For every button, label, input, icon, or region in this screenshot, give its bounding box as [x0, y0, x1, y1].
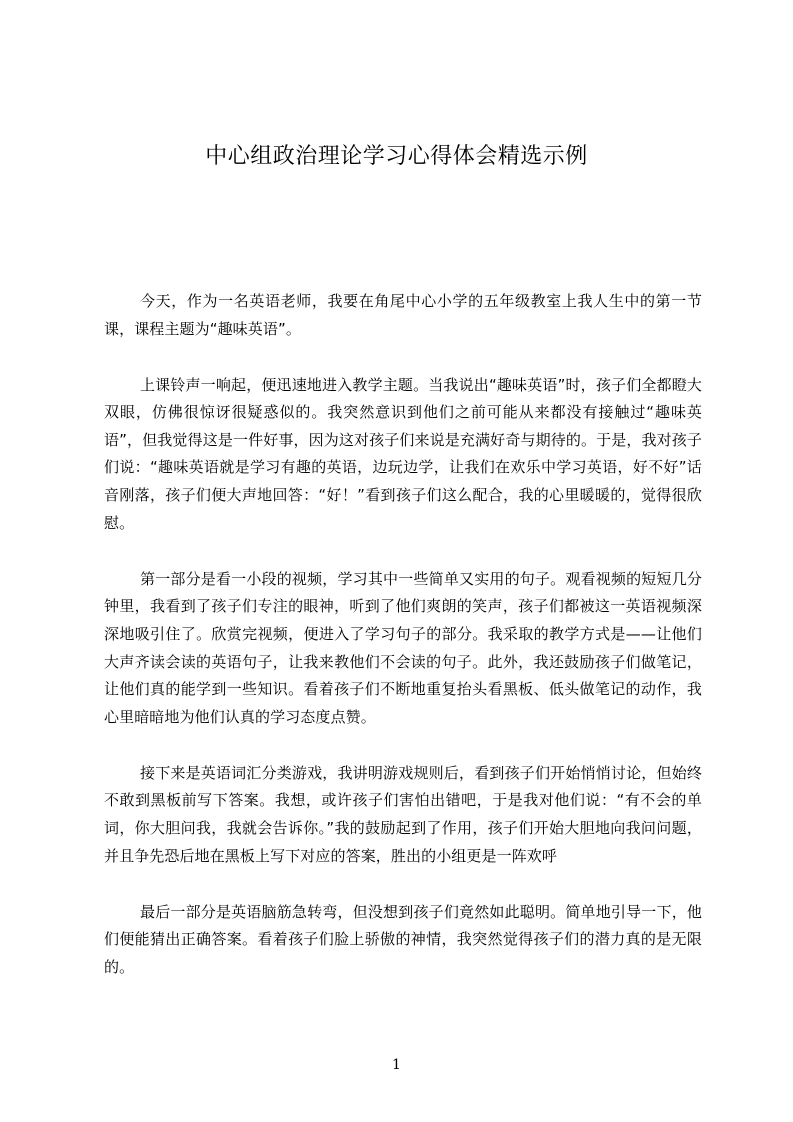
paragraph-5: 最后一部分是英语脑筋急转弯，但没想到孩子们竟然如此聪明。简单地引导一下，他们便能猜出正确答案。看着孩子们脸上骄傲的神情，我突然觉得孩子们的潜力真的是无限的。	[104, 902, 702, 976]
paragraph-2: 上课铃声一响起，便迅速地进入教学主题。当我说出“趣味英语”时，孩子们全都瞪大双眼，仿佛很惊讶很疑惑似的。我突然意识到他们之前可能从来都没有接触过“趣味英语”，但我觉得这是一件好事，因为这对孩子们来说是充满好奇与期待的。于是，我对孩子们说：“趣味英语就是学习有趣的英语，边玩边学，让我们在欢乐中学习英语，好不好”话音刚落，孩子们便大声地回答：“好！”看到孩子们这么配合，我的心里暖暖的，觉得很欣慰。	[104, 375, 702, 532]
document-body	[104, 288, 702, 1010]
paragraph-4: 接下来是英语词汇分类游戏，我讲明游戏规则后，看到孩子们开始悄悄讨论，但始终不敢到黑板前写下答案。我想，或许孩子们害怕出错吧，于是我对他们说：“有不会的单词，你大胆问我，我就会告诉你。”我的鼓励起到了作用，孩子们开始大胆地向我问问题，并且争先恐后地在黑板上写下对应的答案，胜出的小组更是一阵欢呼	[104, 763, 702, 865]
paragraph-1: 今天，作为一名英语老师，我要在角尾中心小学的五年级教室上我人生中的第一节课，课程主题为“趣味英语”。	[104, 292, 702, 338]
document-title: 中心组政治理论学习心得体会精选示例	[205, 144, 588, 169]
paragraph-3: 第一部分是看一小段的视频，学习其中一些简单又实用的句子。观看视频的短短几分钟里，我看到了孩子们专注的眼神，听到了他们爽朗的笑声，孩子们都被这一英语视频深深地吸引住了。欣赏完视频，便进入了学习句子的部分。我采取的教学方式是——让他们大声齐读会读的英语句子，让我来教他们不会读的句子。此外，我还鼓励孩子们做笔记，让他们真的能学到一些知识。看着孩子们不断地重复抬头看黑板、低头做笔记的动作，我心里暗暗地为他们认真的学习态度点赞。	[104, 569, 702, 726]
page-number: 1	[392, 1057, 401, 1073]
